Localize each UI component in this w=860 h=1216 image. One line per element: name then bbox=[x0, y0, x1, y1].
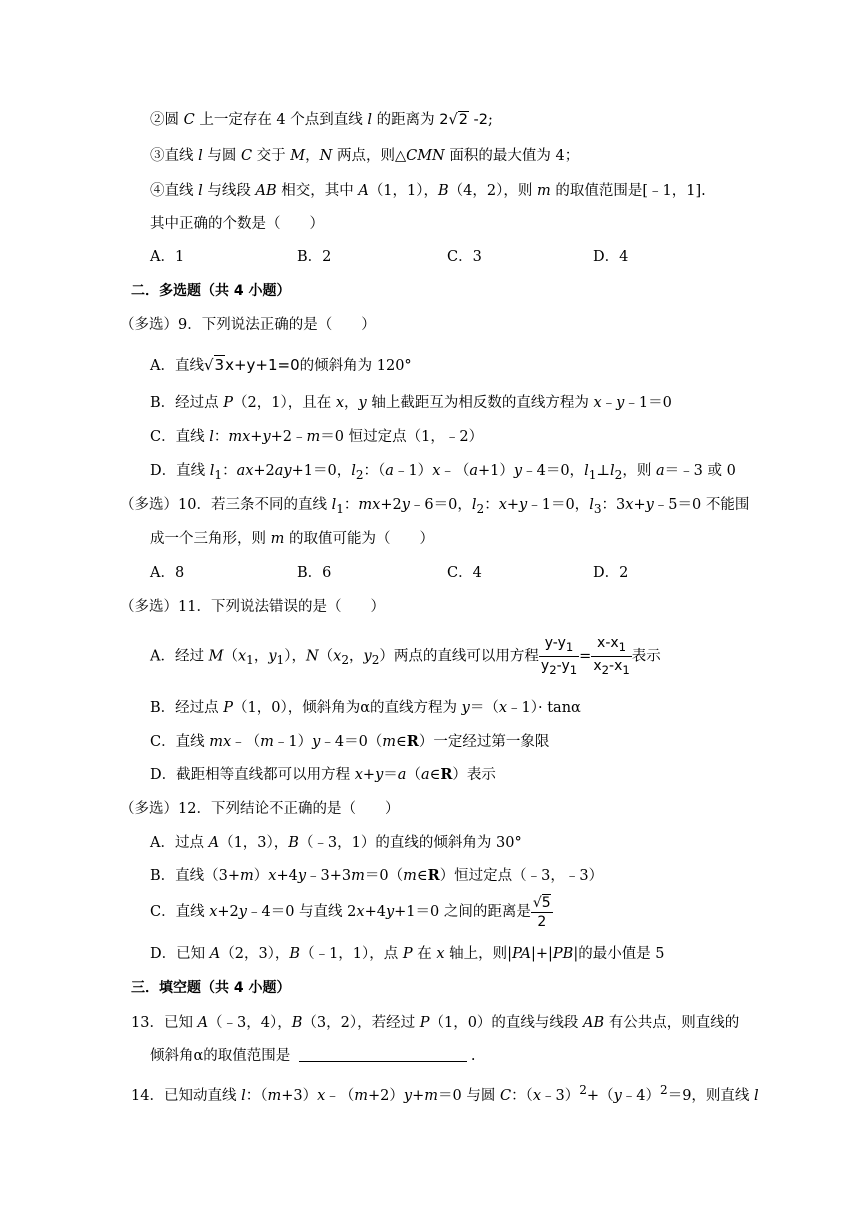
q9-option-a: A．直线√3x+y+1=0的倾斜角为 120° bbox=[150, 356, 412, 374]
statement-end: 其中正确的个数是（ ） bbox=[150, 216, 324, 232]
statement-3: ③直线 l 与圆 C 交于 M，N 两点，则△CMN 面积的最大值为 4； bbox=[150, 148, 580, 164]
q13-line1: 13．已知 A（﹣3，4），B（3，2），若经过 P（1，0）的直线与线段 AB 有公共点，则直线的 bbox=[131, 1015, 740, 1031]
q11-option-a: A．经过 $M(x_1$，$y_1$），$N(x_2$，$y_2$）两点的直线可以用方程 $\frac{y-y_1}{y_2-y_1}$ = $\frac{x-x_1}{x_2-x_1}$ 表示 bbox=[150, 635, 661, 677]
q14-line1: 14．已知动直线 l：（m+3）x﹣（m+2）y+m＝0 与圆 C：（x﹣3）$^2$+（y﹣4）$^2$＝9，则直线 l bbox=[131, 1083, 759, 1104]
q9-option-d: D．直线 $l_1$：ax+2ay+1＝0，$l_2$：（a﹣1）x﹣（a+1）y﹣4＝0，$l_1\perp l_2$，则 a＝﹣3 或 0 bbox=[150, 463, 736, 482]
q9-option-c: C．直线 l：mx+y+2﹣m＝0 恒过定点（1，﹣2） bbox=[150, 429, 484, 445]
answer-blank[interactable] bbox=[299, 1047, 467, 1062]
q9-stem: （多选）9．下列说法正确的是（ ） bbox=[120, 317, 376, 333]
fraction-x: $\frac{x-x_1}{x_2-x_1}$ bbox=[593, 635, 630, 677]
section-2-heading: 二．多选题（共 4 小题） bbox=[131, 283, 291, 299]
q12-option-d: D．已知 A（2，3），B（﹣1，1），点 P 在 x 轴上，则|PA|+|PB|的最小值是 5 bbox=[150, 946, 665, 962]
q10-option-d: D．2 bbox=[593, 565, 629, 581]
q12-option-a: A．过点 A（1，3），B（﹣3，1）的直线的倾斜角为 30° bbox=[150, 835, 522, 851]
q13-line2: 倾斜角α的取值范围是 . bbox=[150, 1048, 476, 1064]
fraction-y: $\frac{y-y_1}{y_2-y_1}$ bbox=[540, 635, 578, 677]
q10-option-a: A．8 bbox=[150, 565, 185, 581]
section-3-heading: 三．填空题（共 4 小题） bbox=[131, 980, 291, 996]
q11-option-b: B．经过点 P（1，0），倾斜角为α的直线方程为 y＝（x﹣1）· tanα bbox=[150, 700, 581, 716]
q10-stem-line1: （多选）10．若三条不同的直线 $l_1$：mx+2y﹣6＝0，$l_2$：x+y﹣1＝0，$l_3$：3x+y﹣5＝0 不能围 bbox=[120, 497, 750, 516]
q12-stem: （多选）12．下列结论不正确的是（ ） bbox=[120, 801, 400, 817]
statement-4: ④直线 l 与线段 AB 相交，其中 A（1，1），B（4，2），则 m 的取值范围是[﹣1，1]. bbox=[150, 183, 706, 199]
q12-option-c: C．直线 x+2y﹣4＝0 与直线 2x+4y+1＝0 之间的距离是 $\frac{√5}{2}$ bbox=[150, 894, 551, 930]
q11-stem: （多选）11．下列说法错误的是（ ） bbox=[120, 599, 385, 615]
q9-option-b: B．经过点 P（2，1），且在 x，y 轴上截距互为相反数的直线方程为 x﹣y﹣1＝0 bbox=[150, 395, 672, 411]
q10-stem-line2: 成一个三角形，则 m 的取值可能为（ ） bbox=[150, 531, 434, 547]
q10-option-c: C．4 bbox=[447, 565, 482, 581]
fraction-sqrt5-over-2: $\frac{√5}{2}$ bbox=[532, 894, 551, 930]
option-d: D．4 bbox=[593, 249, 629, 265]
statement-2: ②圆 C 上一定存在 4 个点到直线 l 的距离为 2√2 -2; bbox=[150, 112, 493, 128]
q11-option-d: D．截距相等直线都可以用方程 x+y＝a（a∈R）表示 bbox=[150, 766, 496, 783]
q12-option-b: B．直线（3+m）x+4y﹣3+3m＝0（m∈R）恒过定点（﹣3，﹣3） bbox=[150, 867, 604, 884]
q10-option-b: B．6 bbox=[297, 565, 332, 581]
math-2root2-minus-2: 2√2 -2 bbox=[439, 112, 489, 128]
q11-option-c: C．直线 mx﹣（m﹣1）y﹣4＝0（m∈R）一定经过第一象限 bbox=[150, 733, 550, 750]
option-c: C．3 bbox=[447, 249, 482, 265]
option-a: A．1 bbox=[150, 249, 185, 265]
option-b: B．2 bbox=[297, 249, 332, 265]
